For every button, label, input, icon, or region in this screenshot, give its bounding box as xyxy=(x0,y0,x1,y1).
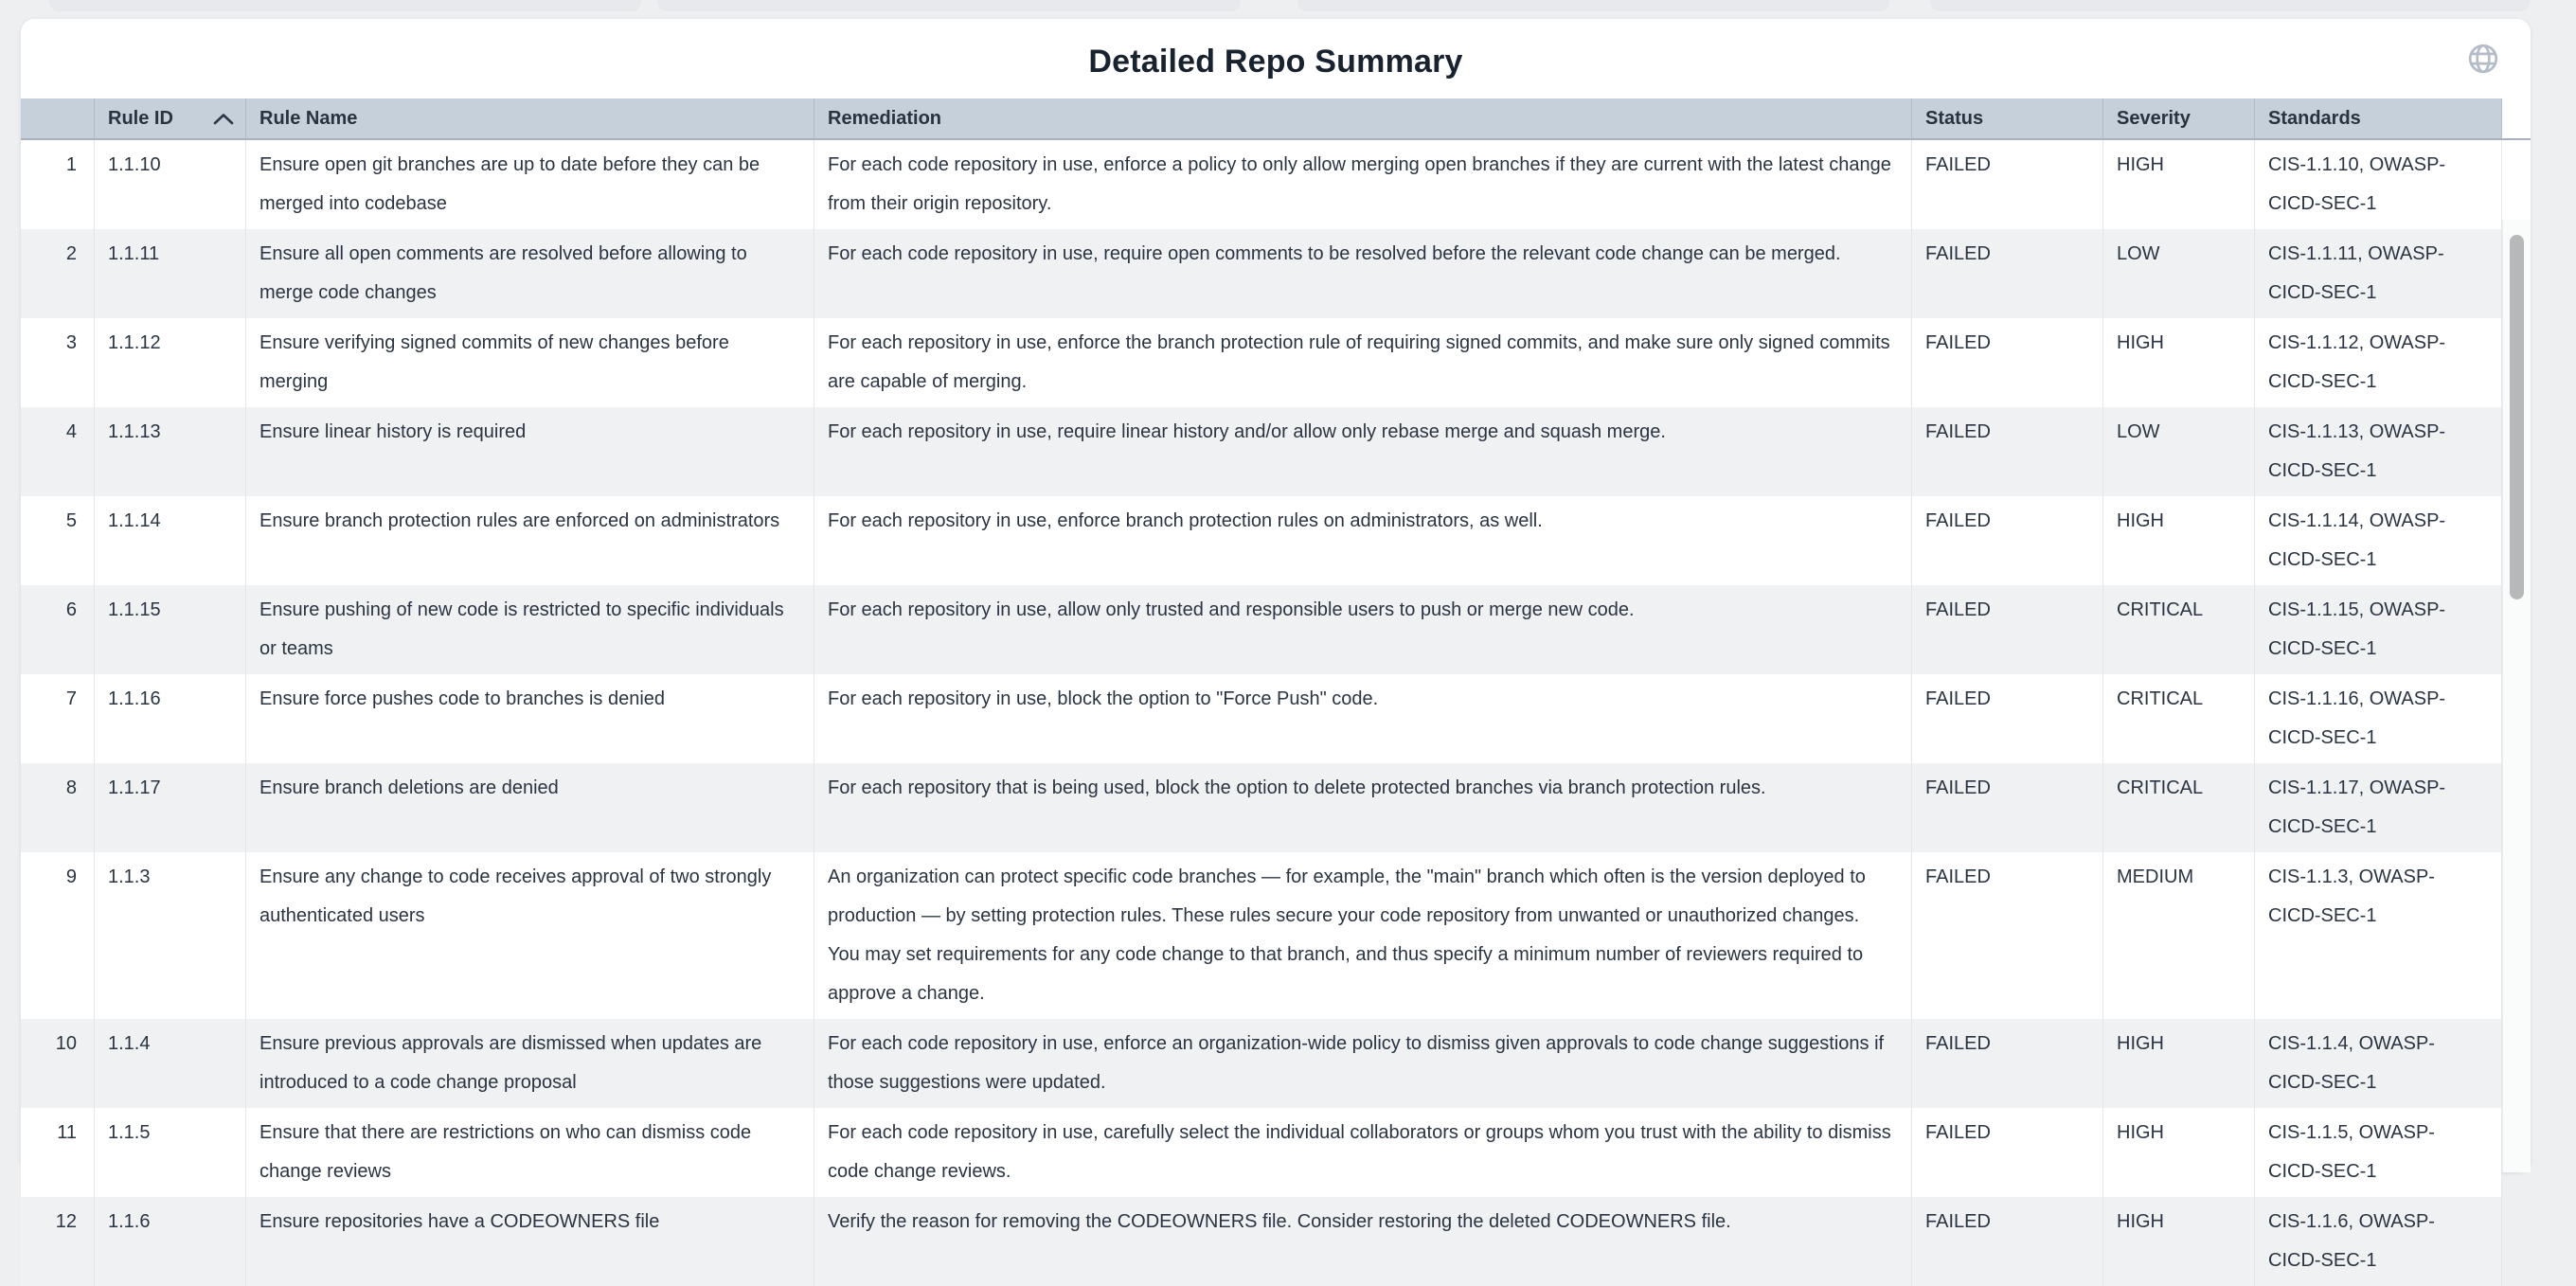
cell-standards: CIS-1.1.12, OWASP-CICD-SEC-1 xyxy=(2255,318,2502,407)
cell-status: FAILED xyxy=(1912,674,2103,763)
cell-rule-id: 1.1.17 xyxy=(95,763,246,852)
cell-status: FAILED xyxy=(1912,763,2103,852)
cell-severity: HIGH xyxy=(2103,1108,2255,1197)
vertical-scrollbar[interactable] xyxy=(2502,220,2531,1172)
cell-rule-name: Ensure force pushes code to branches is denied xyxy=(246,674,814,763)
cell-standards: CIS-1.1.6, OWASP-CICD-SEC-1 xyxy=(2255,1197,2502,1286)
cell-remediation: For each repository in use, block the option to "Force Push" code. xyxy=(814,674,1912,763)
header-gutter xyxy=(2502,98,2531,138)
cell-severity: HIGH xyxy=(2103,318,2255,407)
cell-standards: CIS-1.1.5, OWASP-CICD-SEC-1 xyxy=(2255,1108,2502,1197)
header-rule-id[interactable] xyxy=(95,98,246,138)
cell-rule-name: Ensure branch protection rules are enforced on administrators xyxy=(246,496,814,585)
cell-status: FAILED xyxy=(1912,1108,2103,1197)
cell-status: FAILED xyxy=(1912,1197,2103,1286)
cell-status: FAILED xyxy=(1912,852,2103,1019)
cell-severity: MEDIUM xyxy=(2103,852,2255,1019)
table-header-row xyxy=(21,98,2531,140)
table-row xyxy=(21,852,2502,1019)
cell-severity: HIGH xyxy=(2103,496,2255,585)
cell-rule-id: 1.1.10 xyxy=(95,140,246,229)
cell-remediation: For each repository in use, allow only trusted and responsible users to push or merge new code. xyxy=(814,585,1912,674)
scrollbar-thumb[interactable] xyxy=(2510,235,2524,599)
cell-status: FAILED xyxy=(1912,496,2103,585)
cell-status: FAILED xyxy=(1912,229,2103,318)
table-row xyxy=(21,407,2502,496)
table-row xyxy=(21,1197,2502,1286)
cell-status: FAILED xyxy=(1912,318,2103,407)
table-row xyxy=(21,763,2502,852)
cell-rule-name: Ensure linear history is required xyxy=(246,407,814,496)
cell-row-number: 4 xyxy=(21,407,95,496)
cell-rule-name: Ensure previous approvals are dismissed when updates are introduced to a code change proposal xyxy=(246,1019,814,1108)
cell-rule-name: Ensure pushing of new code is restricted to specific individuals or teams xyxy=(246,585,814,674)
globe-icon[interactable] xyxy=(2466,42,2500,76)
cell-remediation: An organization can protect specific code branches — for example, the "main" branch which often is the version deployed to production — by setting protection rules. These rules secure your code repository from unwanted or unauthorized changes. You may set requirements for any code change to that branch, and thus specify a minimum number of reviewers required to approve a change. xyxy=(814,852,1912,1019)
cell-remediation: For each code repository in use, carefully select the individual collaborators or groups whom you trust with the ability to dismiss code change reviews. xyxy=(814,1108,1912,1197)
cell-remediation: For each code repository in use, enforce a policy to only allow merging open branches if they are current with the latest change from their origin repository. xyxy=(814,140,1912,229)
card-above-remnant xyxy=(49,0,641,11)
table-body xyxy=(21,140,2502,1286)
table-row xyxy=(21,496,2502,585)
cell-remediation: For each repository in use, enforce the branch protection rule of requiring signed commits, and make sure only signed commits are capable of merging. xyxy=(814,318,1912,407)
cell-rule-name: Ensure all open comments are resolved before allowing to merge code changes xyxy=(246,229,814,318)
cell-row-number: 8 xyxy=(21,763,95,852)
card-above-remnant xyxy=(657,0,1241,11)
card-above-remnant xyxy=(1297,0,1889,11)
cell-row-number: 7 xyxy=(21,674,95,763)
cell-rule-name: Ensure repositories have a CODEOWNERS file xyxy=(246,1197,814,1286)
table-row xyxy=(21,229,2502,318)
cell-rule-id: 1.1.3 xyxy=(95,852,246,1019)
cell-severity: HIGH xyxy=(2103,1197,2255,1286)
table-row xyxy=(21,674,2502,763)
cell-standards: CIS-1.1.10, OWASP-CICD-SEC-1 xyxy=(2255,140,2502,229)
cell-severity: CRITICAL xyxy=(2103,674,2255,763)
cell-row-number: 2 xyxy=(21,229,95,318)
cell-remediation: For each repository that is being used, block the option to delete protected branches via branch protection rules. xyxy=(814,763,1912,852)
cell-rule-name: Ensure verifying signed commits of new changes before merging xyxy=(246,318,814,407)
cell-severity: HIGH xyxy=(2103,140,2255,229)
cell-severity: LOW xyxy=(2103,229,2255,318)
card-above-remnant xyxy=(1930,0,2530,11)
cell-severity: CRITICAL xyxy=(2103,585,2255,674)
repo-summary-table xyxy=(21,98,2531,1271)
cell-row-number: 5 xyxy=(21,496,95,585)
cell-rule-id: 1.1.6 xyxy=(95,1197,246,1286)
cell-rule-id: 1.1.14 xyxy=(95,496,246,585)
cell-status: FAILED xyxy=(1912,585,2103,674)
cell-rule-id: 1.1.15 xyxy=(95,585,246,674)
cell-status: FAILED xyxy=(1912,1019,2103,1108)
table-row xyxy=(21,318,2502,407)
cell-rule-id: 1.1.13 xyxy=(95,407,246,496)
cell-standards: CIS-1.1.17, OWASP-CICD-SEC-1 xyxy=(2255,763,2502,852)
header-rule-name[interactable]: Rule Name xyxy=(246,98,814,138)
header-severity[interactable]: Severity xyxy=(2103,98,2255,138)
cell-rule-id: 1.1.11 xyxy=(95,229,246,318)
cell-remediation: For each repository in use, require linear history and/or allow only rebase merge and squash merge. xyxy=(814,407,1912,496)
cell-remediation: For each repository in use, enforce branch protection rules on administrators, as well. xyxy=(814,496,1912,585)
table-row xyxy=(21,585,2502,674)
table-row xyxy=(21,1019,2502,1108)
cell-row-number: 9 xyxy=(21,852,95,1019)
header-standards[interactable]: Standards xyxy=(2255,98,2502,138)
cell-rule-id: 1.1.16 xyxy=(95,674,246,763)
cell-standards: CIS-1.1.3, OWASP-CICD-SEC-1 xyxy=(2255,852,2502,1019)
cell-standards: CIS-1.1.13, OWASP-CICD-SEC-1 xyxy=(2255,407,2502,496)
cell-row-number: 3 xyxy=(21,318,95,407)
cell-row-number: 10 xyxy=(21,1019,95,1108)
header-row-number xyxy=(21,98,95,138)
cell-rule-id: 1.1.5 xyxy=(95,1108,246,1197)
cell-status: FAILED xyxy=(1912,140,2103,229)
cell-standards: CIS-1.1.15, OWASP-CICD-SEC-1 xyxy=(2255,585,2502,674)
cell-remediation: For each code repository in use, enforce an organization-wide policy to dismiss given approvals to code change suggestions if those suggestions were updated. xyxy=(814,1019,1912,1108)
cell-rule-name: Ensure any change to code receives approval of two strongly authenticated users xyxy=(246,852,814,1019)
cell-remediation: Verify the reason for removing the CODEOWNERS file. Consider restoring the deleted CODEOWNERS file. xyxy=(814,1197,1912,1286)
card-header xyxy=(21,19,2531,98)
header-status[interactable]: Status xyxy=(1912,98,2103,138)
cell-rule-id: 1.1.4 xyxy=(95,1019,246,1108)
cell-row-number: 12 xyxy=(21,1197,95,1286)
cell-rule-id: 1.1.12 xyxy=(95,318,246,407)
header-rule-id-label: Rule ID xyxy=(108,108,173,129)
table-row xyxy=(21,1108,2502,1197)
chevron-up-icon xyxy=(213,113,234,125)
cell-row-number: 1 xyxy=(21,140,95,229)
detailed-repo-summary-card xyxy=(21,19,2531,1271)
table-row xyxy=(21,140,2502,229)
cell-severity: HIGH xyxy=(2103,1019,2255,1108)
page-title: Detailed Repo Summary xyxy=(1088,44,1463,80)
cell-rule-name: Ensure branch deletions are denied xyxy=(246,763,814,852)
cell-standards: CIS-1.1.14, OWASP-CICD-SEC-1 xyxy=(2255,496,2502,585)
cell-row-number: 6 xyxy=(21,585,95,674)
cell-severity: CRITICAL xyxy=(2103,763,2255,852)
cell-row-number: 11 xyxy=(21,1108,95,1197)
cell-status: FAILED xyxy=(1912,407,2103,496)
cell-standards: CIS-1.1.11, OWASP-CICD-SEC-1 xyxy=(2255,229,2502,318)
cell-remediation: For each code repository in use, require open comments to be resolved before the relevant code change can be merged. xyxy=(814,229,1912,318)
cell-rule-name: Ensure open git branches are up to date before they can be merged into codebase xyxy=(246,140,814,229)
cell-standards: CIS-1.1.16, OWASP-CICD-SEC-1 xyxy=(2255,674,2502,763)
cell-severity: LOW xyxy=(2103,407,2255,496)
header-remediation[interactable]: Remediation xyxy=(814,98,1912,138)
cell-standards: CIS-1.1.4, OWASP-CICD-SEC-1 xyxy=(2255,1019,2502,1108)
cell-rule-name: Ensure that there are restrictions on who can dismiss code change reviews xyxy=(246,1108,814,1197)
